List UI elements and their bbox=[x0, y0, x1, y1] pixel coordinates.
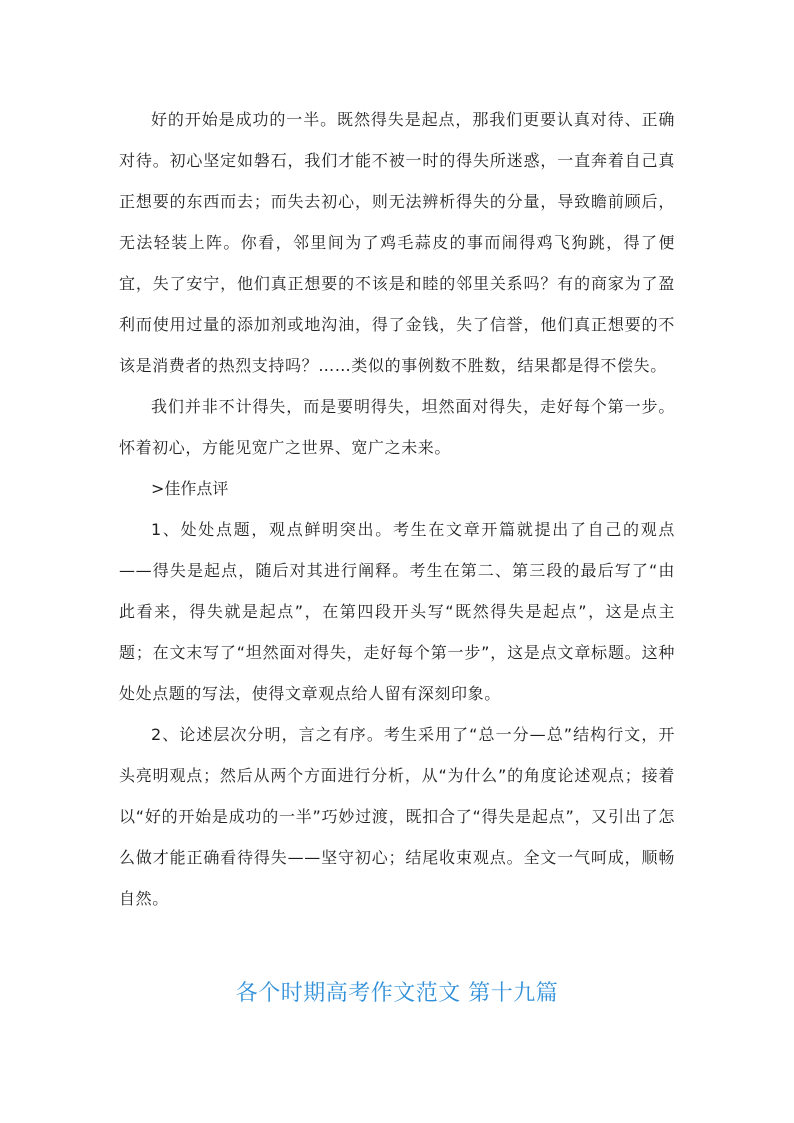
comment-heading: >佳作点评 bbox=[151, 479, 229, 498]
comment-paragraph: 2、论述层次分明，言之有序。考生采用了“总一分—总”结构行文，开头亮明观点；然后从两个方面进行分析，从“为什么”的角度论述观点；接着以“好的开始是成功的一半”巧妙过渡，既扣合了“得失是起点”，又引出了怎么做才能正确看待得失——坚守初心；结尾收束观点。全文一气呵成，顺畅自然。 bbox=[119, 725, 675, 908]
essay-paragraph: 我们并非不计得失，而是要明得失，坦然面对得失，走好每个第一步。怀着初心，方能见宽广之世界、宽广之未来。 bbox=[119, 397, 675, 457]
document-body bbox=[119, 99, 675, 919]
section-title: 各个时期高考作文范文 第十九篇 bbox=[235, 981, 559, 1006]
comment-paragraph: 1、处处点题，观点鲜明突出。考生在文章开篇就提出了自己的观点——得失是起点，随后对其进行阐释。考生在第二、第三段的最后写了“由此看来，得失就是起点”，在第四段开头写“既然得失是起点”，这是点主题；在文末写了“坦然面对得失，走好每个第一步”，这是点文章标题。这种处处点题的写法，使得文章观点给人留有深刻印象。 bbox=[119, 520, 675, 703]
essay-paragraph: 好的开始是成功的一半。既然得失是起点，那我们更要认真对待、正确对待。初心坚定如磐石，我们才能不被一时的得失所迷惑，一直奔着自己真正想要的东西而去；而失去初心，则无法辨析得失的分量，导致瞻前顾后，无法轻装上阵。你看，邻里间为了鸡毛蒜皮的事而闹得鸡飞狗跳，得了便宜，失了安宁，他们真正想要的不该是和睦的邻里关系吗？有的商家为了盈利而使用过量的添加剂或地沟油，得了金钱，失了信誉，他们真正想要的不该是消费者的热烈支持吗？……类似的事例数不胜数，结果都是得不偿失。 bbox=[119, 110, 675, 375]
